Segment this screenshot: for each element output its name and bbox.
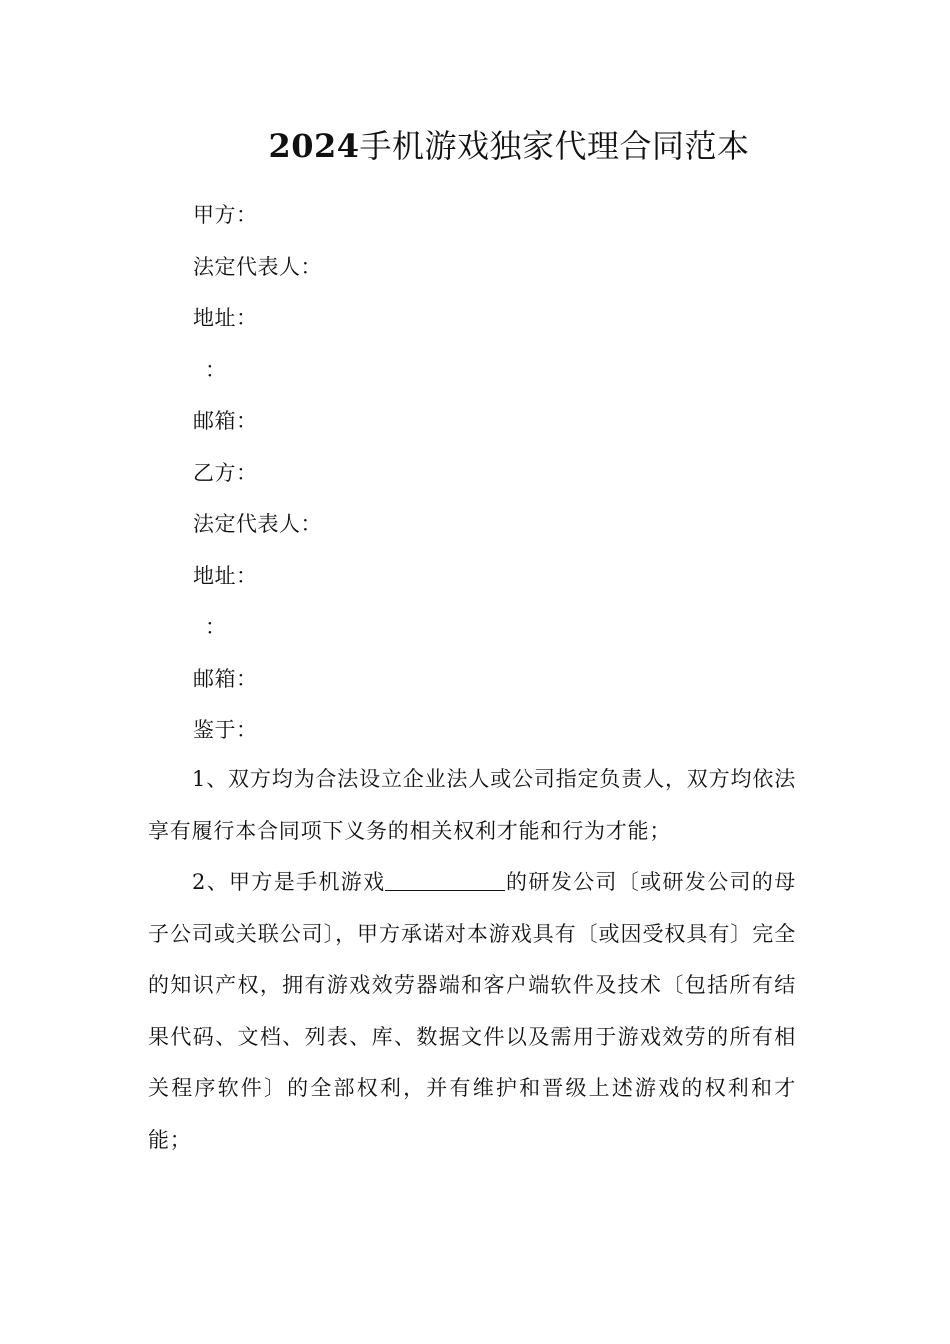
party-a-email: 邮箱： — [193, 409, 258, 433]
whereas-heading: 鉴于： — [193, 718, 258, 742]
clause-2-text-after: 的研发公司〔或研发公司的母子公司或关联公司〕，甲方承诺对本游戏具有〔或因受权具有〕完全的知识产权，拥有游戏效劳器端和客户端软件及技术〔包括所有结果代码、文档、列表、库、数据文件以及需用于游戏效劳的所有相关程序软件〕的全部权利，并有维护和晋级上述游戏的权利和才能； — [148, 870, 796, 1152]
party-a-legal-rep: 法定代表人： — [193, 255, 322, 279]
party-a-address: 地址： — [193, 306, 258, 330]
party-b-label: 乙方： — [193, 461, 258, 485]
clause-2-text-before: 2、甲方是手机游戏 — [192, 870, 386, 894]
party-b-phone: ： — [205, 615, 227, 639]
party-b-email: 邮箱： — [193, 667, 258, 691]
party-b-address: 地址： — [193, 564, 258, 588]
party-b-legal-rep: 法定代表人： — [193, 512, 322, 536]
clause-2 — [148, 857, 796, 1166]
clause-1: 1、双方均为合法设立企业法人或公司指定负责人，双方均依法享有履行本合同项下义务的相关权利才能和行为才能； — [148, 767, 796, 843]
title-text: 手机游戏独家代理合同范本 — [359, 127, 750, 165]
document-title — [0, 122, 950, 170]
party-a-phone: ： — [205, 358, 227, 382]
game-name-blank — [385, 870, 505, 891]
title-year: 2024 — [268, 127, 360, 165]
party-a-label: 甲方： — [193, 203, 258, 227]
